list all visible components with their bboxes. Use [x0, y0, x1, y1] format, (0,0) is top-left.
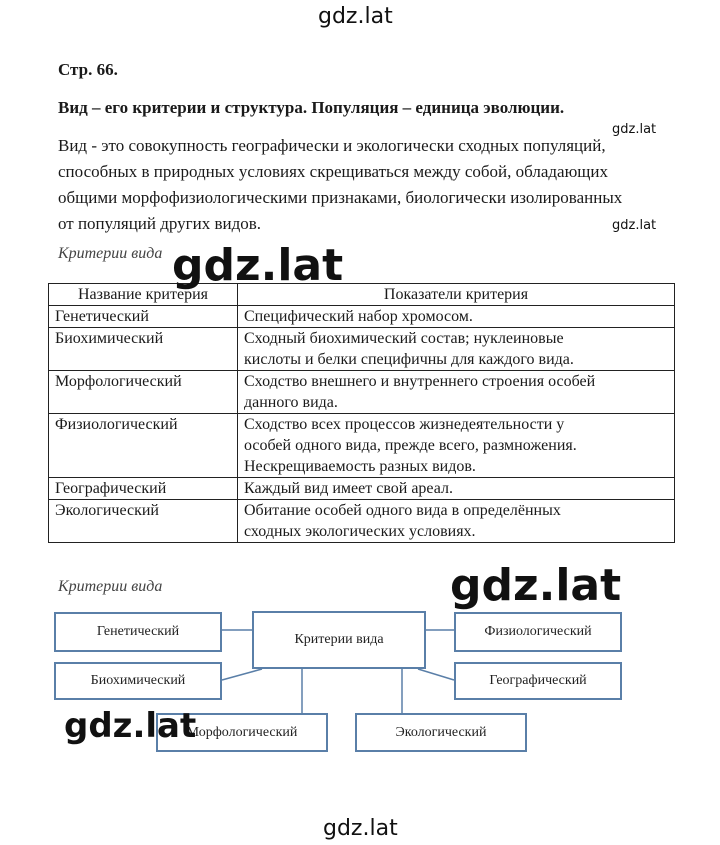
indicator-line: Каждый вид имеет свой ареал. [244, 480, 453, 497]
diagram-node-physiological: Физиологический [454, 612, 622, 652]
criterion-name: Биохимический [49, 328, 238, 371]
definition-line: от популяций других видов. [58, 214, 262, 233]
indicator-line: Сходный биохимический состав; нуклеиновые [244, 330, 564, 347]
watermark-bottom: gdz.lat [323, 816, 398, 841]
connector-line [222, 669, 262, 680]
indicator-line: Обитание особей одного вида в определённых [244, 502, 561, 519]
watermark-large: gdz.lat [450, 560, 622, 611]
column-header: Показатели критерия [238, 284, 675, 306]
watermark-small: gdz.lat [612, 122, 657, 137]
diagram-node-morphological: Морфологический [156, 713, 328, 752]
watermark-top: gdz.lat [318, 4, 393, 29]
indicator-line: Специфический набор хромосом. [244, 308, 473, 325]
indicator-line: Сходство внешнего и внутреннего строения особей [244, 373, 596, 390]
table-caption: Критерии вида [58, 245, 163, 262]
definition-line: способных в природных условиях скрещиваться между собой, обладающих [58, 162, 608, 181]
diagram-caption: Критерии вида [58, 578, 163, 595]
criterion-name: Физиологический [49, 414, 238, 478]
watermark-small: gdz.lat [612, 218, 657, 233]
definition-line: общими морфофизиологическими признаками, биологически изолированных [58, 188, 623, 207]
watermark-large: gdz.lat [64, 706, 197, 746]
diagram-node-genetic: Генетический [54, 612, 222, 652]
column-header: Название критерия [49, 284, 238, 306]
indicator-line: кислоты и белки специфичны для каждого вида. [244, 351, 574, 368]
indicator-line: данного вида. [244, 394, 338, 411]
diagram-node-ecological: Экологический [355, 713, 527, 752]
connector-line [418, 669, 454, 680]
diagram-node-biochemical: Биохимический [54, 662, 222, 700]
watermark-large: gdz.lat [172, 240, 344, 291]
criterion-name: Экологический [49, 500, 238, 543]
criterion-name: Генетический [49, 306, 238, 328]
indicator-line: Сходство всех процессов жизнедеятельности у [244, 416, 565, 433]
indicator-line: сходных экологических условиях. [244, 523, 476, 540]
diagram-node-geographic: Географический [454, 662, 622, 700]
section-heading: Вид – его критерии и структура. Популяция – единица эволюции. [58, 98, 565, 117]
criterion-name: Морфологический [49, 371, 238, 414]
indicator-line: Нескрещиваемость разных видов. [244, 458, 476, 475]
indicator-line: особей одного вида, прежде всего, размножения. [244, 437, 577, 454]
definition-line: Вид - это совокупность географически и экологически сходных популяций, [58, 136, 606, 155]
criterion-name: Географический [49, 478, 238, 500]
diagram-center-node: Критерии вида [252, 611, 426, 669]
page-number: Стр. 66. [58, 60, 118, 79]
